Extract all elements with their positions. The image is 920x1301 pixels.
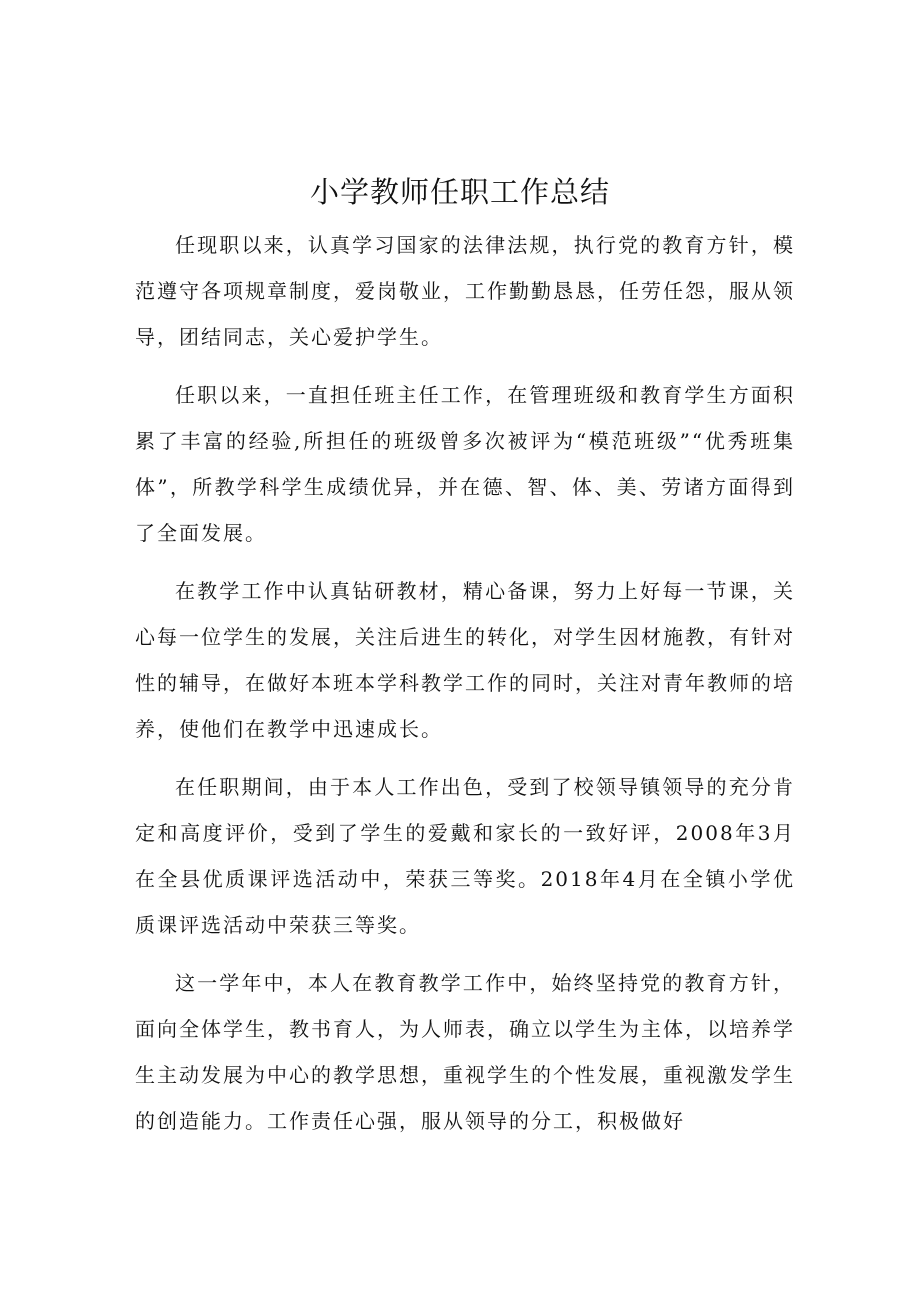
paragraph-4: 在任职期间，由于本人工作出色，受到了校领导镇领导的充分肯定和高度评价，受到了学生的爱戴和家长的一致好评，2008年3月在全县优质课评选活动中，荣获三等奖。2018年4月在全镇小学优质课评选活动中荣获三等奖。 [135,775,795,937]
paragraph-3: 在教学工作中认真钻研教材，精心备课，努力上好每一节课，关心每一位学生的发展，关注后进生的转化，对学生因材施教，有针对性的辅导，在做好本班本学科教学工作的同时，关注对青年教师的培养，使他们在教学中迅速成长。 [135,579,795,741]
document-body [135,222,795,1156]
paragraph-5: 这一学年中，本人在教育教学工作中，始终坚持党的教育方针，面向全体学生，教书育人，为人师表，确立以学生为主体，以培养学生主动发展为中心的教学思想，重视学生的个性发展，重视激发学生的创造能力。工作责任心强，服从领导的分工，积极做好 [135,971,795,1133]
document-title: 小学教师任职工作总结 [309,175,610,209]
paragraph-2: 任职以来，一直担任班主任工作，在管理班级和教育学生方面积累了丰富的经验,所担任的班级曾多次被评为“模范班级”“优秀班集体”，所教学科学生成绩优异，并在德、智、体、美、劳诸方面得到了全面发展。 [135,383,795,545]
paragraph-1: 任现职以来，认真学习国家的法律法规，执行党的教育方针，模范遵守各项规章制度，爱岗敬业，工作勤勤恳恳，任劳任怨，服从领导，团结同志，关心爱护学生。 [135,233,795,349]
